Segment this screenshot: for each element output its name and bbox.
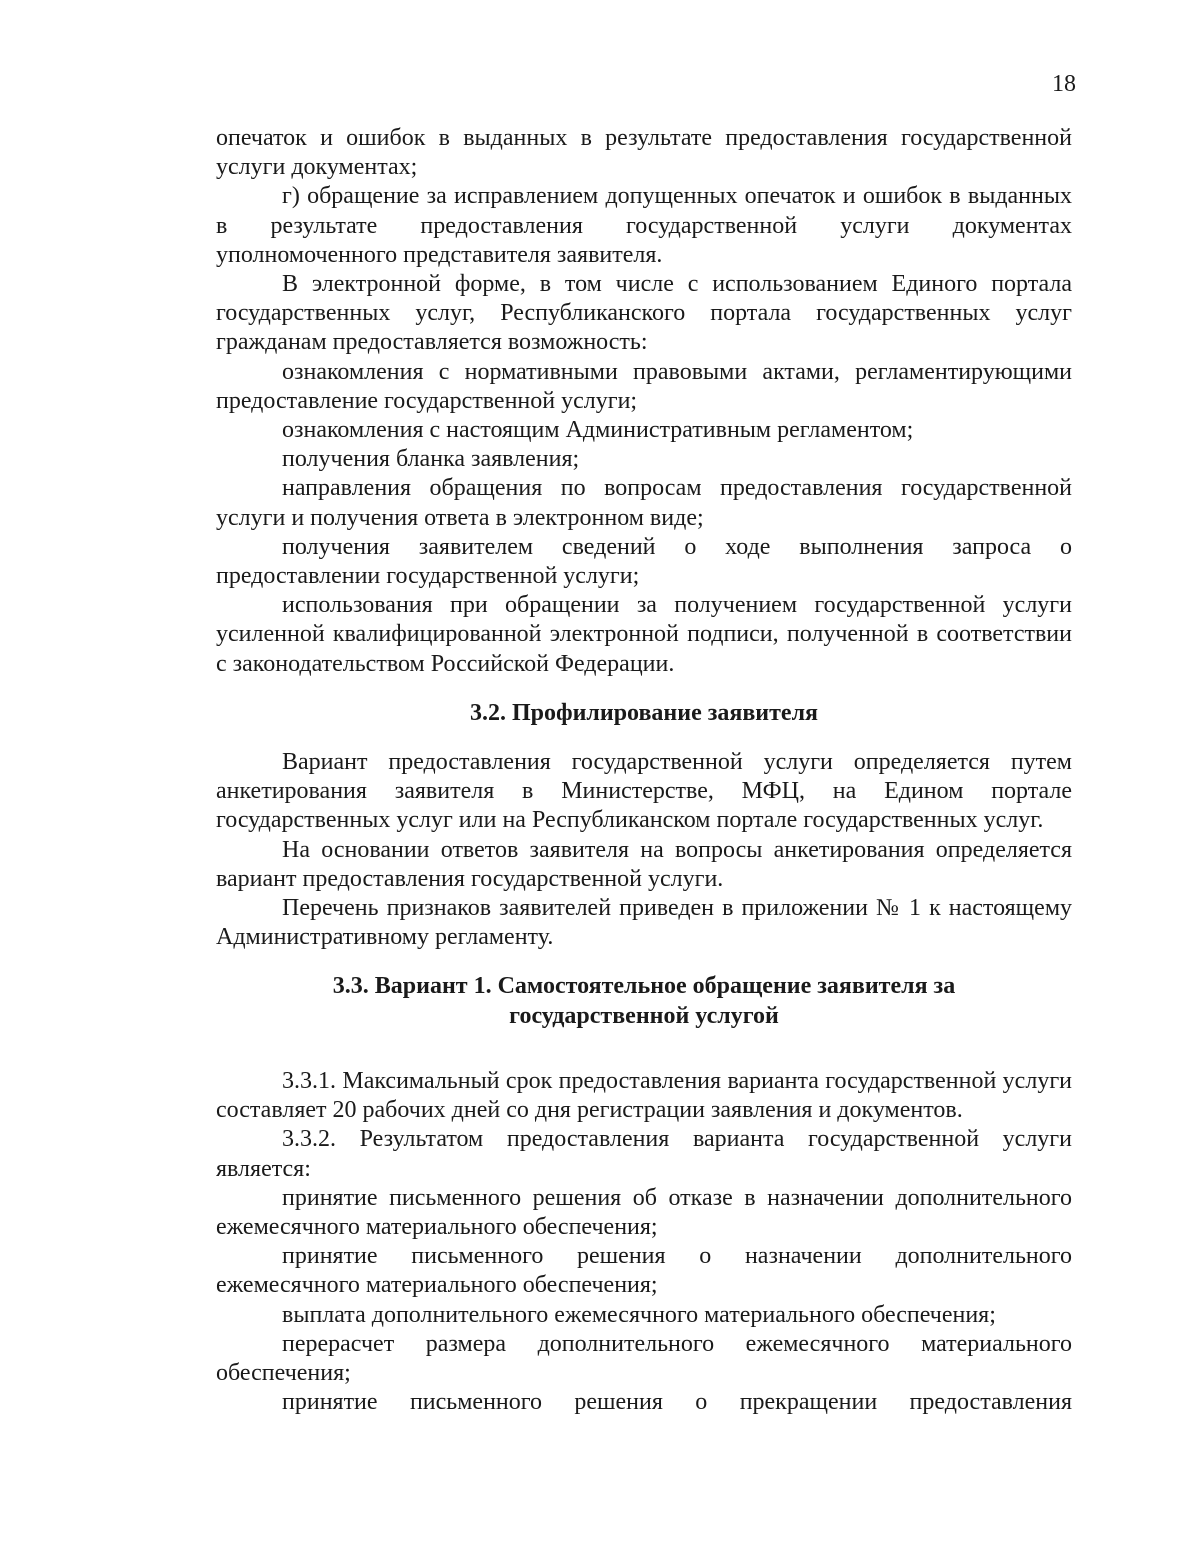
section-heading-3-3: [216, 972, 1072, 1030]
page-number: 18: [1052, 71, 1076, 97]
paragraph: выплата дополнительного ежемесячного материального обеспечения;: [282, 1301, 996, 1328]
intro-paragraphs: [216, 124, 1072, 679]
paragraph: В электронной форме, в том числе с использованием Единого портала государственных услуг, Республиканского портала государственных услуг гражданам предоставляется возможность:: [216, 271, 1072, 356]
paragraph: принятие письменного решения о назначении дополнительного ежемесячного материального обеспечения;: [216, 1243, 1072, 1299]
section-3-2-paragraphs: [216, 748, 1072, 952]
paragraph: принятие письменного решения об отказе в назначении дополнительного ежемесячного материального обеспечения;: [216, 1184, 1072, 1240]
paragraph: 3.3.1. Максимальный срок предоставления варианта государственной услуги составляет 20 рабочих дней со дня регистрации заявления и документов.: [216, 1067, 1072, 1124]
page-content: [216, 124, 1072, 1417]
paragraph: г) обращение за исправлением допущенных опечаток и ошибок в выданных в результате предоставления государственной услуги документах уполномоченного представителя заявителя.: [216, 183, 1072, 268]
paragraph: направления обращения по вопросам предоставления государственной услуги и получения ответа в электронном виде;: [216, 475, 1072, 531]
paragraph: ознакомления с нормативными правовыми актами, регламентирующими предоставление государственной услуги;: [216, 358, 1072, 414]
paragraph: ознакомления с настоящим Административным регламентом;: [282, 417, 914, 444]
section-heading-3-3-line2: государственной услугой: [509, 1002, 779, 1029]
paragraph: принятие письменного решения о прекращении предоставления: [282, 1389, 1072, 1416]
paragraph: Перечень признаков заявителей приведен в приложении № 1 к настоящему Административному регламенту.: [216, 895, 1072, 951]
paragraph: получения заявителем сведений о ходе выполнения запроса о предоставлении государственной услуги;: [216, 533, 1072, 590]
paragraph: 3.3.2. Результатом предоставления варианта государственной услуги является:: [216, 1126, 1072, 1182]
paragraph: На основании ответов заявителя на вопросы анкетирования определяется вариант предоставления государственной услуги.: [216, 836, 1072, 892]
paragraph: опечаток и ошибок в выданных в результате предоставления государственной услуги документах;: [216, 125, 1072, 181]
section-3-3-paragraphs: [216, 1067, 1072, 1417]
paragraph: получения бланка заявления;: [282, 446, 580, 473]
paragraph: использования при обращении за получением государственной услуги усиленной квалифицированной электронной подписи, полученной в соответствии с законодательством Российской Федерации.: [216, 592, 1072, 677]
paragraph: Вариант предоставления государственной услуги определяется путем анкетирования заявителя в Министерстве, МФЦ, на Едином портале государственных услуг или на Республиканском портале государственных услуг.: [216, 749, 1072, 834]
section-heading-3-2: 3.2. Профилирование заявителя: [469, 699, 819, 726]
paragraph: перерасчет размера дополнительного ежемесячного материального обеспечения;: [216, 1330, 1072, 1386]
section-heading-3-3-line1: 3.3. Вариант 1. Самостоятельное обращение заявителя за: [332, 973, 956, 1000]
